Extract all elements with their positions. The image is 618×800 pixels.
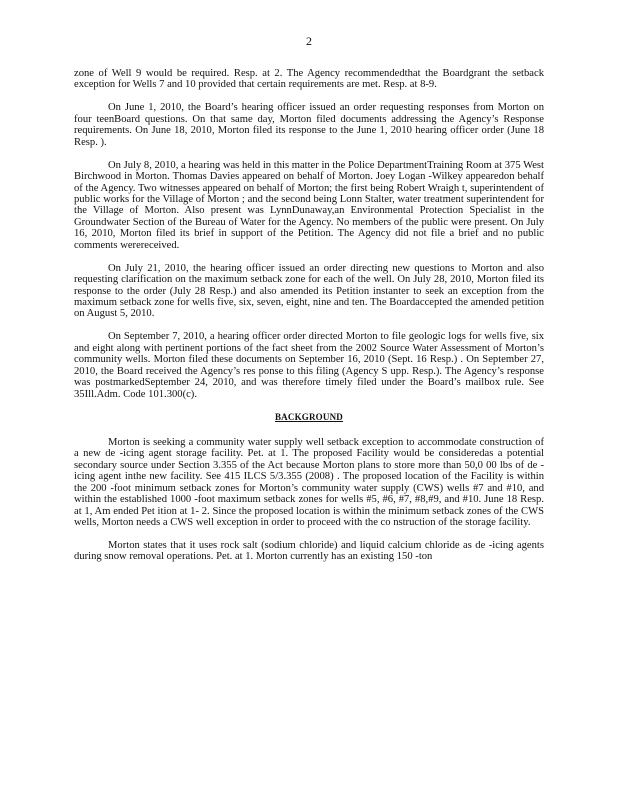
paragraph-september-7-order: On September 7, 2010, a hearing officer order directed Morton to file geologic logs for wells five, six and eight along with pertinent portions of the fact sheet from the 2002 Source Water Assessment of Morton’s community wells. Morton filed these documents on September 16, 2010 (Sept. 16 Resp.) . On September 27, 2010, the Board received the Agency’s res ponse to this filing (Agency S upp. Resp.). The Agency’s response was postmarkedSeptember 24, 2010, and was therefore timely filed under the Board’s mailbox rule. See 35Ill.Adm. Code 101.300(c). [74, 331, 544, 400]
paragraph-june-1-order: On June 1, 2010, the Board’s hearing officer issued an order requesting responses from Morton on four teenBoard questions. On that same day, Morton filed documents addressing the Agency’s Response requirements. On June 18, 2010, Morton filed its response to the June 1, 2010 hearing officer order (June 18 Resp. ). [74, 102, 544, 148]
paragraph-july-8-hearing: On July 8, 2010, a hearing was held in this matter in the Police DepartmentTraining Room at 375 West Birchwood in Morton. Thomas Davies appeared on behalf of Morton. Joey Logan -Wilkey appearedon behalf of the Agency. Two witnesses appeared on behalf of Morton; the first being Robert Wraigh t, superintendent of public works for the Village of Morton ; and the second being Lonn Stalter, water treatment superintendent for the Village of Morton. Also present was LynnDunaway,an Environmental Protection Specialist in the Groundwater Section of the Bureau of Water for the Agency. No members of the public were present. On July 16, 2010, Morton filed its brief in support of the Petition. The Agency did not file a brief and no public comments werereceived. [74, 159, 544, 251]
document-body [74, 68, 544, 574]
paragraph-july-21-order: On July 21, 2010, the hearing officer issued an order directing new questions to Morton and also requesting clarification on the maximum setback zone for each of the well. On July 28, 2010, Morton filed its response to the order (July 28 Resp.) and also amended its Petition instanter to seek an exception from the maximum setback zone for wells five, six, seven, eight, nine and ten. The Boardaccepted the amended petition on August 5, 2010. [74, 262, 544, 320]
section-heading-background: BACKGROUND [274, 411, 343, 422]
paragraph-morton-seeking-exception: Morton is seeking a community water supply well setback exception to accommodate construction of a new de -icing agent storage facility. Pet. at 1. The proposed Facility would be consideredas a potential secondary source under Section 3.355 of the Act because Morton plans to store more than 50,0 00 lbs of de -icing agent inthe new facility. See 415 ILCS 5/3.355 (2008) . The proposed location of the Facility is within the 200 -foot minimum setback zones for Morton’s community water supply (CWS) wells #7 and #10, and within the established 1000 -foot maximum setback zones for wells #5, #6, #7, #8,#9, and #10. June 18 Resp. at 1, Am ended Pet ition at 1- 2. Since the proposed location is within the minimum setback zones of the CWS wells, Morton needs a CWS well exception in order to proceed with the co nstruction of the storage facility. [74, 436, 544, 529]
page-number: 2 [306, 34, 312, 48]
paragraph-well-9-continuation: zone of Well 9 would be required. Resp. at 2. The Agency recommendedthat the Boardgrant the setback exception for Wells 7 and 10 provided that certain requirements are met. Resp. at 8-9. [74, 68, 544, 91]
paragraph-deicing-agents: Morton states that it uses rock salt (sodium chloride) and liquid calcium chloride as de -icing agents during snow removal operations. Pet. at 1. Morton currently has an existing 150 -ton [74, 540, 544, 563]
